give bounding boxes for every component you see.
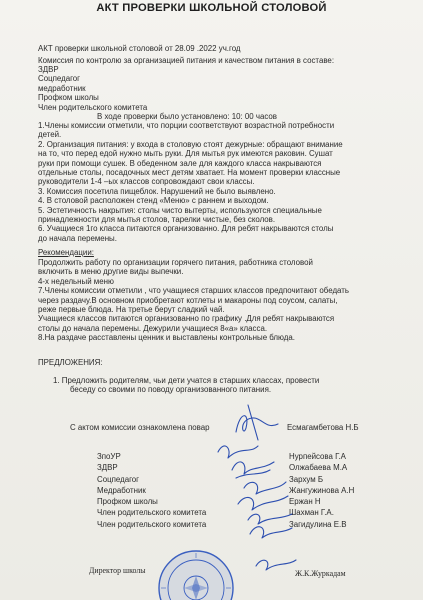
commission-member: Член родительского комитета <box>38 102 148 112</box>
proposal-line: 1. Предложить родителям, чьи дети учатся в старших классах, провести <box>53 376 320 385</box>
recommendation-line: через раздачу.В основном приобретают котлеты и макароны под соусом, салаты, <box>38 295 338 305</box>
signatory-name: Зархум Б <box>289 474 324 484</box>
signatory-role: Профком школы <box>97 497 158 507</box>
signatory-role: Член родительского комитета <box>97 508 207 518</box>
finding-line: 1.Члены комиссии отметили, что порции соответствуют возрастной потребности <box>38 121 335 130</box>
signature-mark <box>256 560 296 570</box>
finding-line: 5. Эстетичность накрытия: столы чисто вытерты, используются специальные <box>38 205 322 215</box>
signatory-role: Соцпедагог <box>97 474 140 484</box>
finding-line: руководители 1-4 –ых классов сопровождают свои классы. <box>38 177 255 187</box>
recommendation-line: Продолжить работу по организации горячего питания, работника столовой <box>38 258 313 267</box>
signature-mark <box>248 514 292 524</box>
recommendation-line: 4-х недельный меню <box>38 276 114 286</box>
findings-intro: В ходе проверки было установлено: 10: 00 часов <box>97 112 277 121</box>
finding-line: отдельные столы, посадочных мест детям хватает. На момент проверки классные <box>38 168 341 178</box>
recommendation-line: включить в меню другие виды выпечки. <box>38 267 184 277</box>
director-label: Директор школы <box>89 566 146 575</box>
signatory-name: Олжабаева М.А <box>289 463 348 473</box>
recommendation-line: 8.На раздаче расставлены ценник и выставлены контрольные блюда. <box>38 333 295 343</box>
proposal-line: беседу со своими по поводу организованного питания. <box>70 385 272 395</box>
finding-line: до начала перемены. <box>38 233 117 243</box>
cook-acknowledgement: С актом комиссии ознакомлена повар <box>70 423 210 432</box>
signature-mark <box>236 405 278 440</box>
document-subtitle: АКТ проверки школьной столовой от 28.09 .2022 уч.год <box>38 44 241 53</box>
document-title: АКТ ПРОВЕРКИ ШКОЛЬНОЙ СТОЛОВОЙ <box>96 2 327 14</box>
finding-line: 4. В столовой расположен стенд «Меню» с раннем и выходом. <box>38 196 269 206</box>
commission-member: ЗДВР <box>38 65 59 74</box>
finding-line: 6. Учащиеся 1го класса питаются организованно. Для ребят накрываются столы <box>38 224 334 234</box>
finding-line: детей. <box>38 130 62 140</box>
commission-member: медработник <box>38 83 86 93</box>
signatory-name: Ержан Н <box>289 497 321 507</box>
signature-mark <box>232 462 274 478</box>
recommendation-line: 7.Члены комиссии отметили , что учащиеся старших классов предпочитают обедать <box>38 286 350 296</box>
commission-intro: Комиссия по контролю за организацией питания и качеством питания в составе: <box>38 56 335 65</box>
recommendation-line: столы до начала перемены. Дежурили учащиеся 8«а» класса. <box>38 323 268 333</box>
signature-mark <box>238 496 288 510</box>
signatory-name: Шахман Г.А. <box>289 508 334 518</box>
signatory-role: ЗпоУР <box>97 452 121 461</box>
proposals-heading: ПРЕДЛОЖЕНИЯ: <box>38 358 103 367</box>
official-stamp <box>156 548 236 600</box>
director-name: Ж.К.Журкадам <box>295 569 346 578</box>
finding-line: руки при помощи сушек. В обеденном зале для каждого класса накрываются <box>38 158 322 168</box>
finding-line: на то, что перед едой нужно мыть руки. Для мытья рук имеются раковин. Сушат <box>38 149 333 159</box>
finding-line: 3. Комиссия посетила пищеблок. Нарушений не было выявлено. <box>38 186 276 196</box>
signature-mark <box>244 482 286 494</box>
finding-line: 2. Организация питания: у входа в столовую стоят дежурные: обращают внимание <box>38 139 343 149</box>
signatory-role: Член родительского комитета <box>97 519 207 529</box>
signatory-name: Жангужинова А.Н <box>289 485 355 495</box>
finding-line: принадлежности для мытья столов, тарелки чистые, без сколов. <box>38 215 276 225</box>
signatory-role: Медработник <box>97 485 146 495</box>
recommendations-heading: Рекомендации: <box>38 248 94 257</box>
commission-member: Профком школы <box>38 93 99 103</box>
recommendation-line: Учащиеся классов питаются организованно по графику .Для ребят накрываются <box>38 314 335 324</box>
signatory-name: Загидулина Е.В <box>289 519 347 529</box>
cook-name: Есмагамбетова Н.Б <box>287 423 359 432</box>
recommendation-line: реже первые блюда. На третье берут сладкий чай. <box>38 305 225 315</box>
signature-mark <box>250 527 292 538</box>
signatory-name: Нурпейсова Г.А <box>289 452 346 461</box>
signature-mark <box>218 446 258 458</box>
signatory-role: ЗДВР <box>97 463 118 473</box>
commission-member: Соцпедагог <box>38 74 81 84</box>
